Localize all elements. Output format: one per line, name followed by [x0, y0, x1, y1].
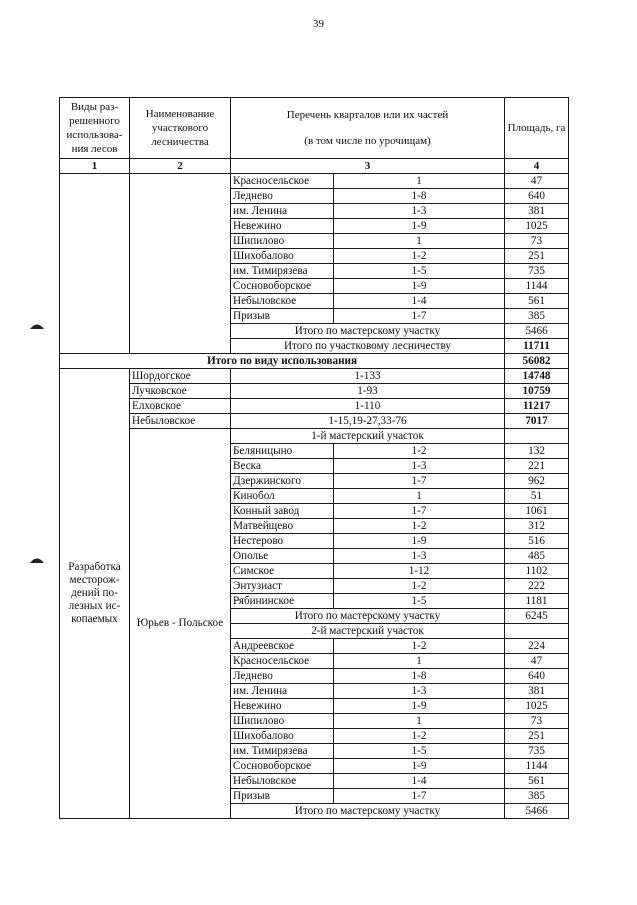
quarters: 1-7 [334, 474, 505, 489]
quarters: 1-110 [231, 399, 505, 414]
quarters: 1-3 [334, 459, 505, 474]
area: 561 [505, 294, 569, 309]
area: 1144 [505, 279, 569, 294]
quarters: 1-2 [334, 519, 505, 534]
area: 14748 [505, 369, 569, 384]
area: 47 [505, 654, 569, 669]
tract-name: Сосновоборское [231, 759, 334, 774]
district-name: Лучковское [130, 384, 231, 399]
tract-name: Шихобалово [231, 249, 334, 264]
quarters: 1-4 [334, 294, 505, 309]
tract-name: Ледневo [231, 669, 334, 684]
tract-name: им. Тимирязева [231, 744, 334, 759]
area: 73 [505, 714, 569, 729]
quarters: 1-9 [334, 219, 505, 234]
section-label: 1-й мастерский участок [231, 429, 505, 444]
quarters: 1-7 [334, 309, 505, 324]
subtotal-label: Итого по мастерскому участку [231, 609, 505, 624]
section-header-row [60, 429, 569, 444]
area: 385 [505, 789, 569, 804]
area: 640 [505, 669, 569, 684]
header-area: Площадь, га [505, 98, 569, 159]
quarters: 1-5 [334, 594, 505, 609]
quarters: 1-7 [334, 504, 505, 519]
area: 962 [505, 474, 569, 489]
quarters: 1-8 [334, 189, 505, 204]
subtotal-label: Итого по участковому лесничеству [231, 339, 505, 354]
district-name: Юрьев - Польское [130, 429, 231, 819]
subtotal-value: 5466 [505, 804, 569, 819]
area [505, 624, 569, 639]
tract-name: Веска [231, 459, 334, 474]
tract-name: Симское [231, 564, 334, 579]
tract-name: им. Ленина [231, 684, 334, 699]
area: 251 [505, 729, 569, 744]
tract-name: Невежино [231, 699, 334, 714]
total-value: 56082 [505, 354, 569, 369]
table-header-row [60, 98, 569, 159]
tract-name: им. Тимирязева [231, 264, 334, 279]
header-quarters-line1: Перечень кварталов или их частей [286, 109, 449, 121]
tract-name: Шипилово [231, 234, 334, 249]
tract-name: Дзержинского [231, 474, 334, 489]
quarters: 1 [334, 489, 505, 504]
quarters: 1-7 [334, 789, 505, 804]
quarters: 1-9 [334, 699, 505, 714]
area: 312 [505, 519, 569, 534]
tract-name: Беляницыно [231, 444, 334, 459]
subtotal-value: 11711 [505, 339, 569, 354]
area: 1181 [505, 594, 569, 609]
district-name: Елховское [130, 399, 231, 414]
quarters: 1-2 [334, 579, 505, 594]
tract-name: Красносельское [231, 654, 334, 669]
district-name: Небыловское [130, 414, 231, 429]
area: 381 [505, 204, 569, 219]
table-row [60, 384, 569, 399]
tract-name: Рябининское [231, 594, 334, 609]
column-number-row [60, 159, 569, 174]
header-quarters-list [231, 98, 505, 159]
area: 1144 [505, 759, 569, 774]
subtotal-label: Итого по мастерскому участку [231, 324, 505, 339]
binder-hole-mark [29, 322, 45, 330]
total-label: Итого по виду использования [60, 354, 505, 369]
quarters: 1 [334, 174, 505, 189]
area: 735 [505, 744, 569, 759]
area: 224 [505, 639, 569, 654]
area: 640 [505, 189, 569, 204]
column-number: 4 [505, 159, 569, 174]
quarters: 1-2 [334, 444, 505, 459]
district-cell [130, 174, 231, 354]
quarters: 1-5 [334, 744, 505, 759]
table-row [60, 369, 569, 384]
area: 381 [505, 684, 569, 699]
tract-name: им. Ленина [231, 204, 334, 219]
table-row [60, 399, 569, 414]
tract-name: Конный завод [231, 504, 334, 519]
tract-name: Небыловское [231, 774, 334, 789]
tract-name: Энтузиаст [231, 579, 334, 594]
tract-name: Красносельское [231, 174, 334, 189]
tract-name: Ополье [231, 549, 334, 564]
area: 11217 [505, 399, 569, 414]
area: 251 [505, 249, 569, 264]
quarters: 1-3 [334, 684, 505, 699]
district-name: Шордогское [130, 369, 231, 384]
section-label: 2-й мастерский участок [231, 624, 505, 639]
area: 561 [505, 774, 569, 789]
quarters: 1-9 [334, 534, 505, 549]
quarters: 1-93 [231, 384, 505, 399]
quarters: 1-4 [334, 774, 505, 789]
tract-name: Нестерово [231, 534, 334, 549]
subtotal-value: 6245 [505, 609, 569, 624]
forest-use-table [59, 97, 569, 819]
area: 385 [505, 309, 569, 324]
quarters: 1-133 [231, 369, 505, 384]
quarters: 1 [334, 234, 505, 249]
tract-name: Матвейщево [231, 519, 334, 534]
total-row [60, 354, 569, 369]
tract-name: Призыв [231, 309, 334, 324]
quarters: 1-3 [334, 204, 505, 219]
quarters: 1-5 [334, 264, 505, 279]
tract-name: Сосновоборское [231, 279, 334, 294]
binder-hole-mark [29, 556, 45, 564]
tract-name: Невежино [231, 219, 334, 234]
area [505, 429, 569, 444]
quarters: 1 [334, 654, 505, 669]
column-number: 3 [231, 159, 505, 174]
table-row [60, 174, 569, 189]
area: 221 [505, 459, 569, 474]
area: 516 [505, 534, 569, 549]
quarters: 1-9 [334, 759, 505, 774]
area: 222 [505, 579, 569, 594]
tract-name: Ледневo [231, 189, 334, 204]
area: 1102 [505, 564, 569, 579]
tract-name: Андреевское [231, 639, 334, 654]
quarters: 1-2 [334, 639, 505, 654]
page-number: 39 [313, 18, 324, 30]
quarters: 1-12 [334, 564, 505, 579]
table-row [60, 414, 569, 429]
quarters: 1-2 [334, 249, 505, 264]
area: 735 [505, 264, 569, 279]
column-number: 1 [60, 159, 130, 174]
area: 132 [505, 444, 569, 459]
use-kind-cell: Разработка месторож-дений по-лезных ис-копаемых [60, 369, 130, 819]
area: 485 [505, 549, 569, 564]
area: 51 [505, 489, 569, 504]
tract-name: Шипилово [231, 714, 334, 729]
quarters: 1 [334, 714, 505, 729]
column-number: 2 [130, 159, 231, 174]
area: 1025 [505, 699, 569, 714]
tract-name: Шихобалово [231, 729, 334, 744]
area: 1061 [505, 504, 569, 519]
tract-name: Призыв [231, 789, 334, 804]
area: 73 [505, 234, 569, 249]
subtotal-value: 5466 [505, 324, 569, 339]
quarters: 1-3 [334, 549, 505, 564]
subtotal-label: Итого по мастерскому участку [231, 804, 505, 819]
header-use-kind: Виды раз-решенного использова-ния лесов [60, 98, 130, 159]
quarters: 1-2 [334, 729, 505, 744]
tract-name: Небыловское [231, 294, 334, 309]
area: 1025 [505, 219, 569, 234]
area: 47 [505, 174, 569, 189]
area: 7017 [505, 414, 569, 429]
quarters: 1-15,19-27,33-76 [231, 414, 505, 429]
use-kind-cell [60, 174, 130, 354]
quarters: 1-8 [334, 669, 505, 684]
header-district-name: Наименование участкового лесничества [130, 98, 231, 159]
header-quarters-line2: (в том числе по урочищам) [304, 135, 431, 147]
quarters: 1-9 [334, 279, 505, 294]
area: 10759 [505, 384, 569, 399]
tract-name: Кинобол [231, 489, 334, 504]
